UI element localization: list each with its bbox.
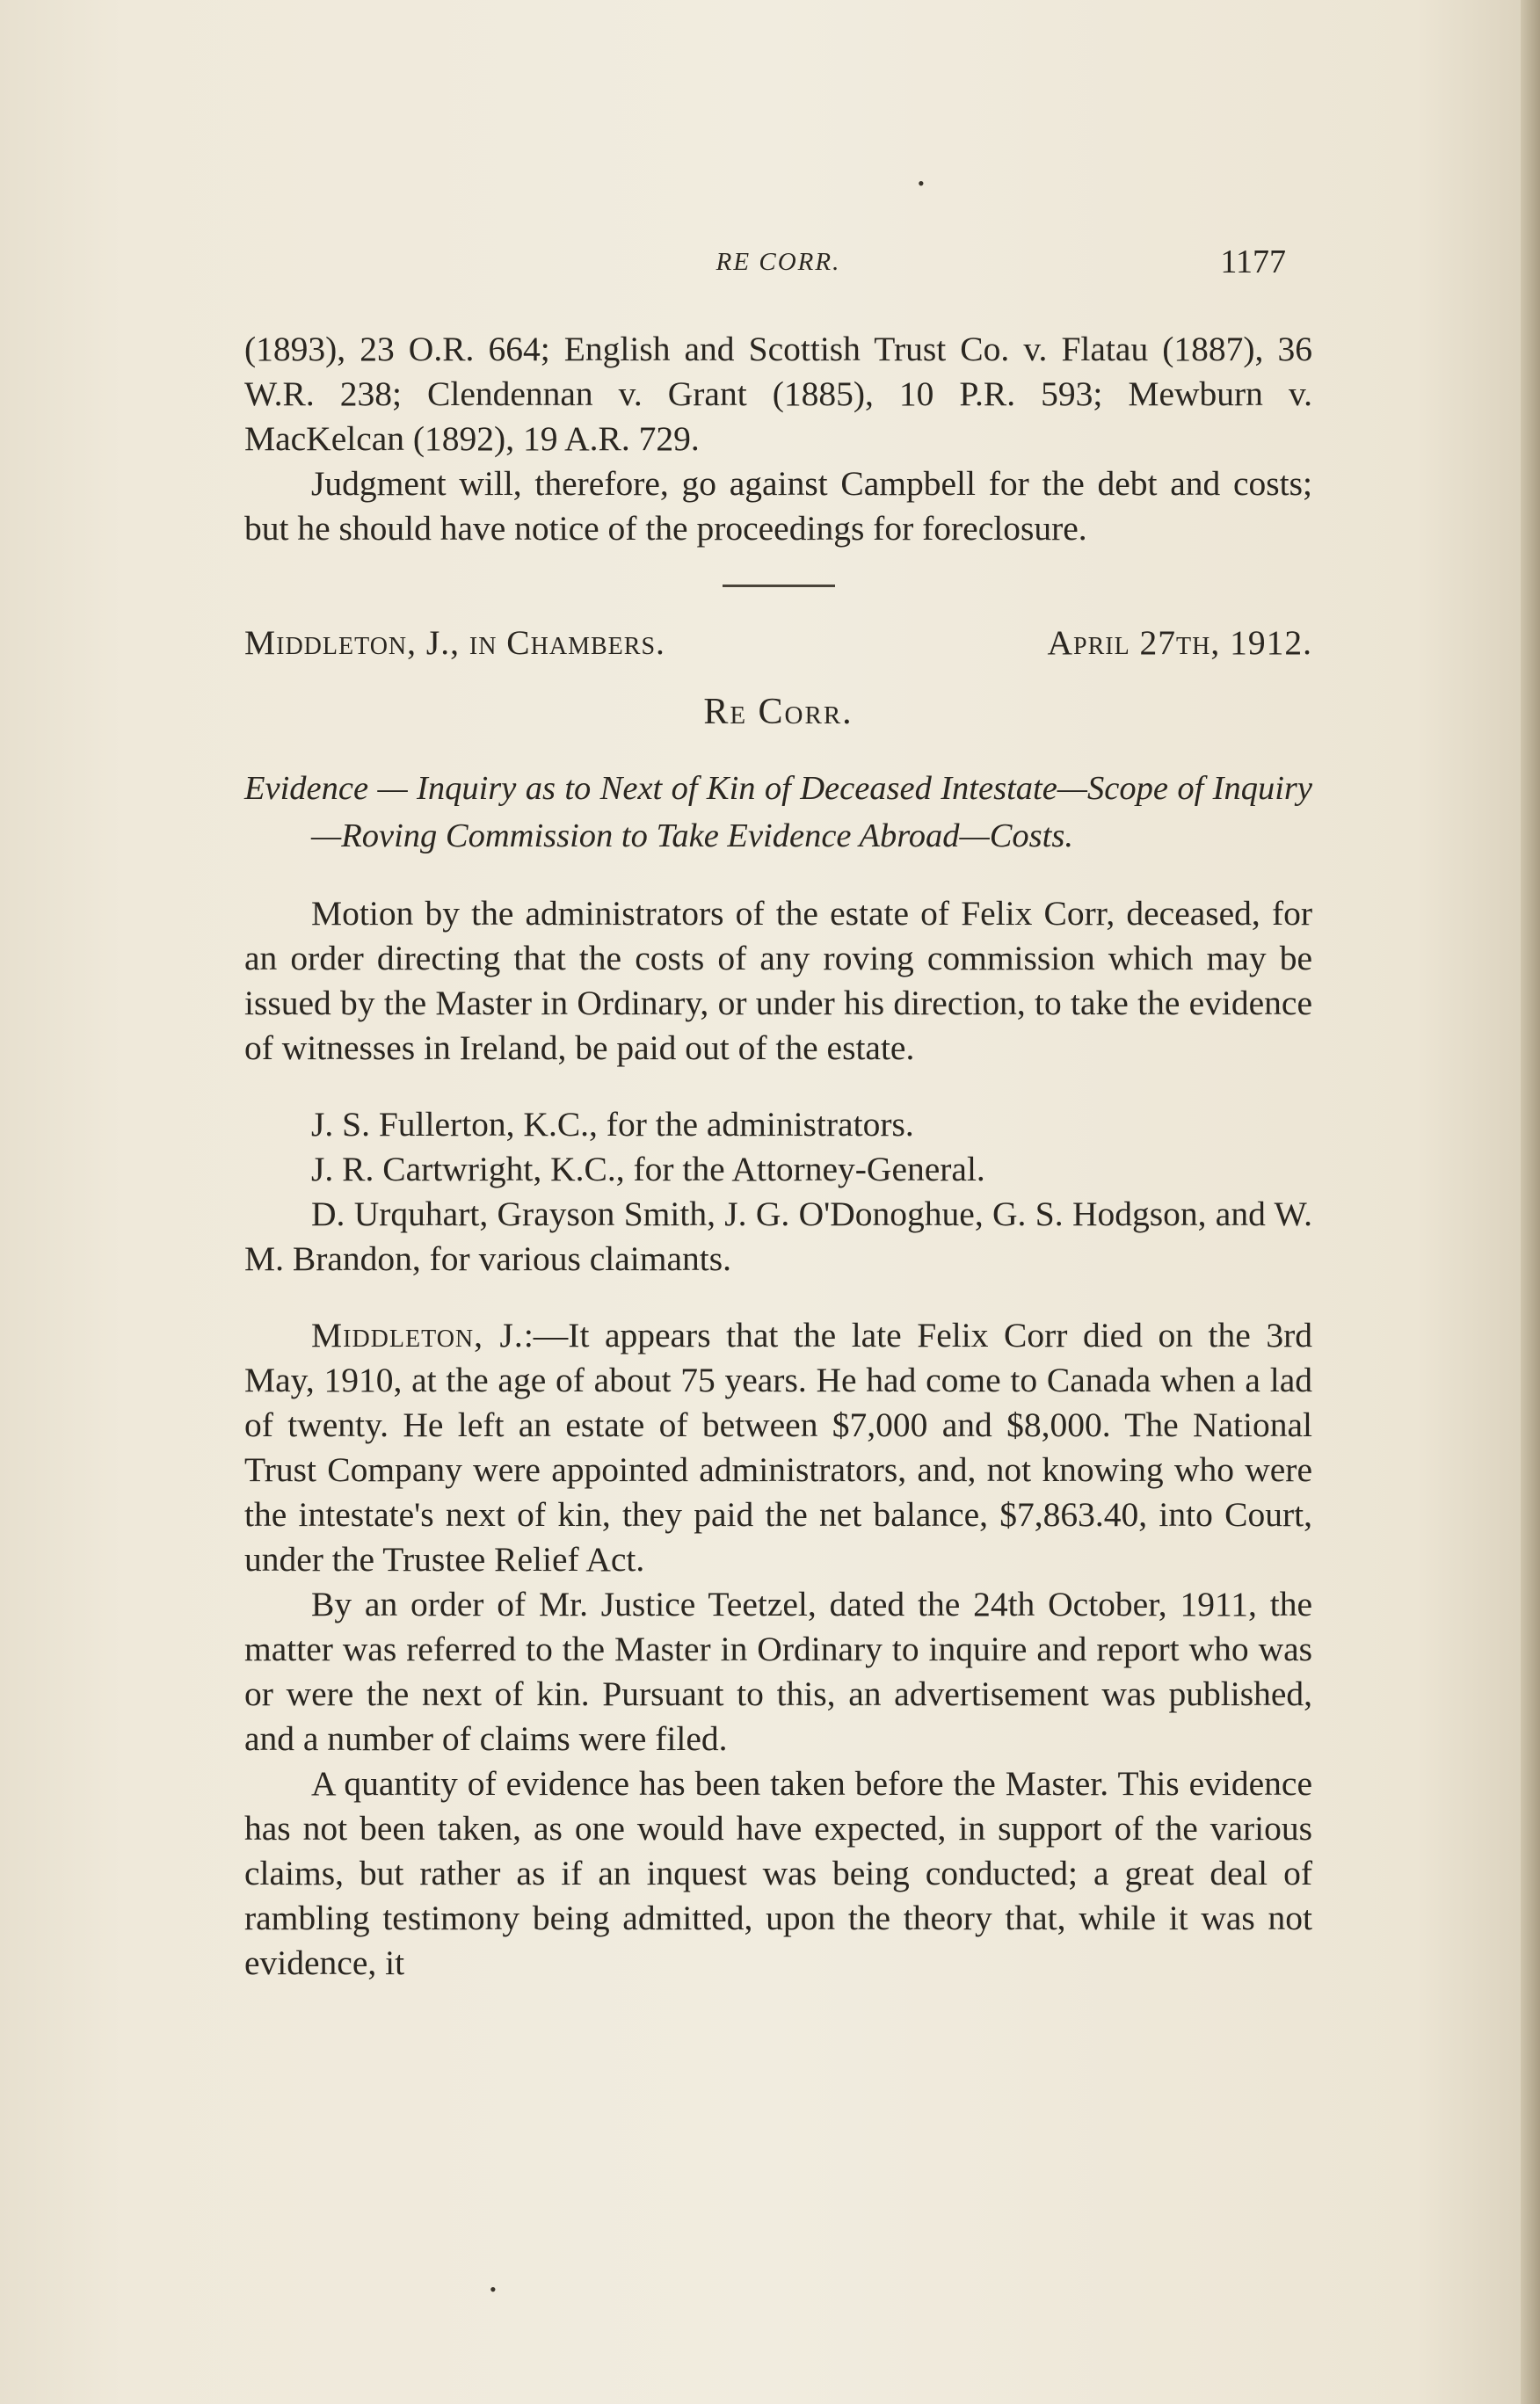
judge-name: Middleton, J., in Chambers. [244, 623, 665, 662]
case-heading-line [244, 621, 1312, 665]
case-title: Re Corr. [703, 692, 854, 732]
citation-paragraph: (1893), 23 O.R. 664; English and Scottish Trust Co. v. Flatau (1887), 36 W.R. 238; Clendennan v. Grant (1885), 10 P.R. 593; Mewburn v. MacKelcan (1892), 19 A.R. 729. [244, 330, 1312, 458]
opinion-judge: Middleton, J. [311, 1316, 524, 1355]
page-body [244, 327, 1312, 1986]
running-head: RE CORR. [716, 248, 841, 276]
opinion-paragraph [244, 1313, 1312, 1582]
opinion-paragraph: By an order of Mr. Justice Teetzel, dated the 24th October, 1911, the matter was referred to the Master in Ordinary to inquire and report who was or were the next of kin. Pursuant to this, an advertisement was published, and a number of claims were filed. [244, 1585, 1312, 1758]
opinion-text: :—It appears that the late Felix Corr died on the 3rd May, 1910, at the age of about 75 years. He had come to Canada when a lad of twenty. He left an estate of between $7,000 and $8,000. The National Trust Company were appointed administrators, and, not knowing who were the intestate's next of kin, they paid the net balance, $7,863.40, into Court, under the Trustee Relief Act. [244, 1316, 1312, 1579]
counsel-entry: D. Urquhart, Grayson Smith, J. G. O'Donoghue, G. S. Hodgson, and W. M. Brandon, for various claimants. [244, 1195, 1312, 1278]
page-header [244, 243, 1312, 287]
judgment-paragraph: Judgment will, therefore, go against Campbell for the debt and costs; but he should have notice of the proceedings for foreclosure. [244, 464, 1312, 548]
page-number: 1177 [1220, 243, 1286, 280]
case-date: April 27th, 1912. [1047, 623, 1312, 662]
spacer [244, 1071, 1312, 1102]
counsel-list [244, 1102, 1312, 1282]
spacer [244, 1282, 1312, 1313]
counsel-entry: J. R. Cartwright, K.C., for the Attorney-General. [311, 1150, 985, 1188]
headnote: Evidence — Inquiry as to Next of Kin of Deceased Intestate—Scope of Inquiry—Roving Commission to Take Evidence Abroad—Costs. [244, 770, 1312, 854]
opinion-paragraph: A quantity of evidence has been taken before the Master. This evidence has not been taken, as one would have expected, in support of the various claims, but rather as if an inquest was being conducted; a great deal of rambling testimony being admitted, upon the theory that, while it was not evidence, it [244, 1764, 1312, 1982]
book-spine-shadow [1521, 0, 1540, 2404]
counsel-entry: J. S. Fullerton, K.C., for the administrators. [311, 1105, 914, 1144]
section-divider [723, 585, 835, 587]
ink-dot-mark: • [490, 2278, 497, 2300]
motion-paragraph: Motion by the administrators of the estate of Felix Corr, deceased, for an order directing that the costs of any roving commission which may be issued by the Master in Ordinary, or under his direction, to take the evidence of witnesses in Ireland, be paid out of the estate. [244, 894, 1312, 1067]
ink-speck-mark: • [918, 172, 925, 194]
